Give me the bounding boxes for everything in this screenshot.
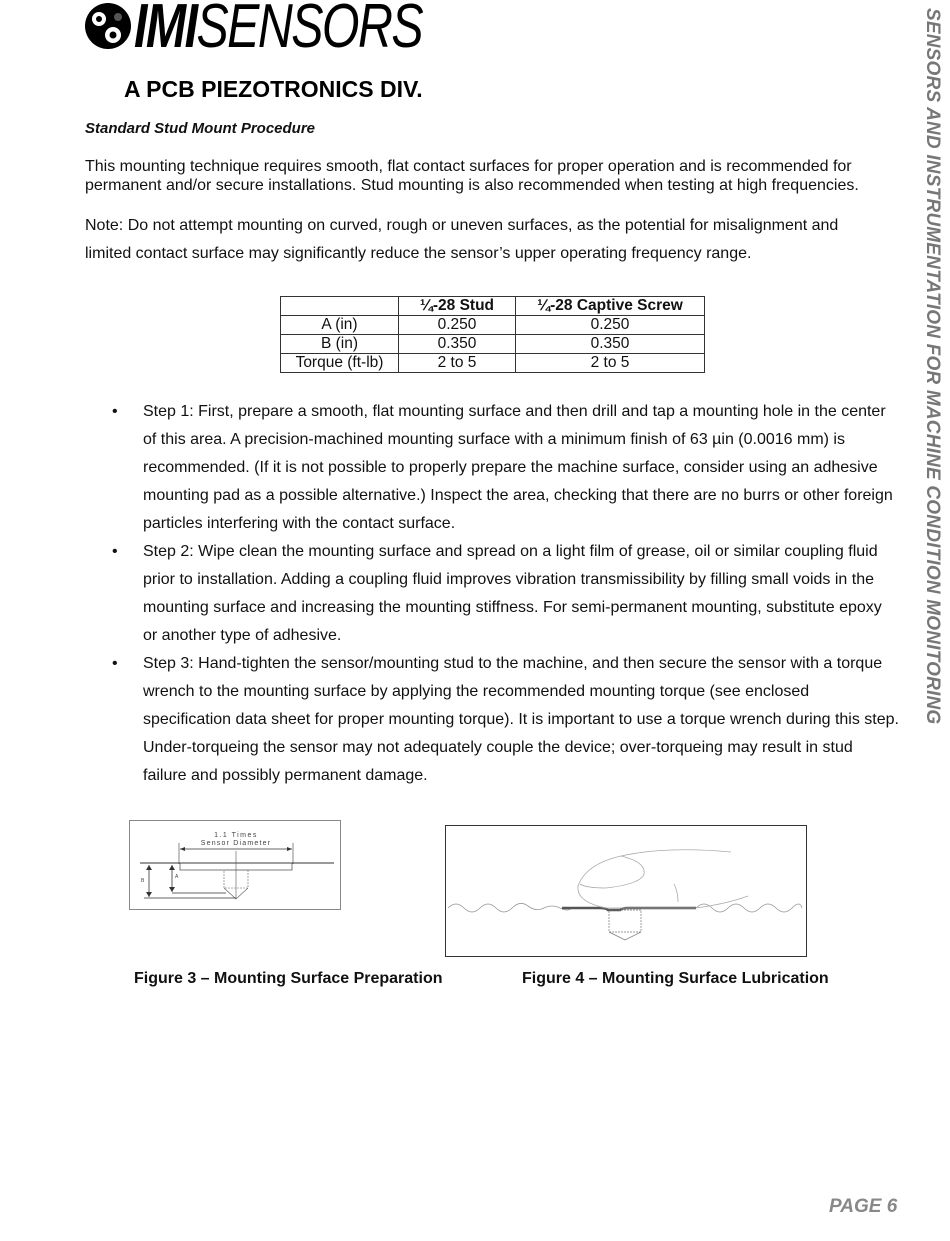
figure3-label-line1: 1.1 Times — [214, 832, 258, 839]
list-item — [110, 650, 900, 790]
table-cell: 2 to 5 — [516, 354, 705, 373]
figure-4-diagram — [445, 825, 807, 957]
table-cell: 0.250 — [516, 316, 705, 335]
table-cell: 0.350 — [516, 335, 705, 354]
table-cell: A (in) — [281, 316, 399, 335]
table-cell: 2 to 5 — [399, 354, 516, 373]
section-title: Standard Stud Mount Procedure — [85, 120, 316, 137]
figure-3-diagram — [129, 820, 341, 910]
list-item — [110, 398, 900, 538]
company-logo — [84, 2, 464, 102]
step-text: Step 2: Wipe clean the mounting surface and spread on a light film of grease, oil or similar coupling fluid prior to installation. Adding a coupling fluid improves vibration transmissibility by filling small voids in the mounting surface and increasing the mounting stiffness. For semi-permanent mounting, substitute epoxy or another type of adhesive. — [143, 543, 882, 644]
step-text: Step 1: First, prepare a smooth, flat mounting surface and then drill and tap a mounting hole in the center of this area. A precision-machined mounting surface with a minimum finish of 63 µin (0.0016 mm) is recommended. (If it is not possible to properly prepare the machine surface, consider using an adhesive mounting pad as a possible alternative.) Inspect the area, checking that there are no burrs or other foreign particles interfering with the contact surface. — [143, 403, 893, 532]
figure3-label-line2: Sensor Diameter — [200, 840, 272, 847]
table-header-cell: ¼-28 Captive Screw — [516, 297, 705, 316]
table-cell: 0.350 — [399, 335, 516, 354]
table-cell: 0.250 — [399, 316, 516, 335]
figure-4-caption: Figure 4 – Mounting Surface Lubrication — [522, 970, 829, 987]
page-number: PAGE 6 — [829, 1196, 898, 1217]
logo-wordmark: IMISENSORS — [134, 0, 423, 61]
step-text: Step 3: Hand-tighten the sensor/mounting stud to the machine, and then secure the sensor with a torque wrench to the mounting surface by applying the recommended mounting torque (see enclosed specification data sheet for proper mounting torque). It is important to use a torque wrench during this step. Under-torqueing the sensor may not adequately couple the device; over-torqueing may result in stud failure and possibly permanent damage. — [143, 655, 899, 784]
gear-logo-icon — [84, 2, 132, 50]
procedure-steps-list — [110, 398, 900, 790]
dimension-a-label: A — [175, 874, 179, 880]
table-cell: Torque (ft-lb) — [281, 354, 399, 373]
table-row — [281, 335, 705, 354]
intro-paragraph: This mounting technique requires smooth, flat contact surfaces for proper operation and is recommended for permanent and/or secure installations. Stud mounting is also recommended when testing at high frequencies. — [85, 158, 859, 194]
table-header-row — [281, 297, 705, 316]
mounting-spec-table — [280, 296, 705, 373]
side-banner: SENSORS AND INSTRUMENTATION FOR MACHINE CONDITION MONITORING — [922, 8, 943, 725]
bullet-icon: • — [112, 543, 118, 560]
table-row — [281, 354, 705, 373]
surface-lubrication-drawing — [446, 826, 806, 956]
logo-subtitle: A PCB PIEZOTRONICS DIV. — [124, 76, 423, 102]
table-header-cell — [281, 297, 399, 316]
table-cell: B (in) — [281, 335, 399, 354]
bullet-icon: • — [112, 403, 118, 420]
bullet-icon: • — [112, 655, 118, 672]
table-row — [281, 316, 705, 335]
note-paragraph: Note: Do not attempt mounting on curved, rough or uneven surfaces, as the potential for misalignment and limited contact surface may significantly reduce the sensor’s upper operating frequency range. — [85, 217, 839, 262]
surface-preparation-drawing — [130, 821, 340, 909]
list-item — [110, 538, 900, 650]
dimension-b-label: B — [141, 878, 145, 884]
table-header-cell: ¼-28 Stud — [399, 297, 516, 316]
figure-3-caption: Figure 3 – Mounting Surface Preparation — [134, 970, 443, 987]
